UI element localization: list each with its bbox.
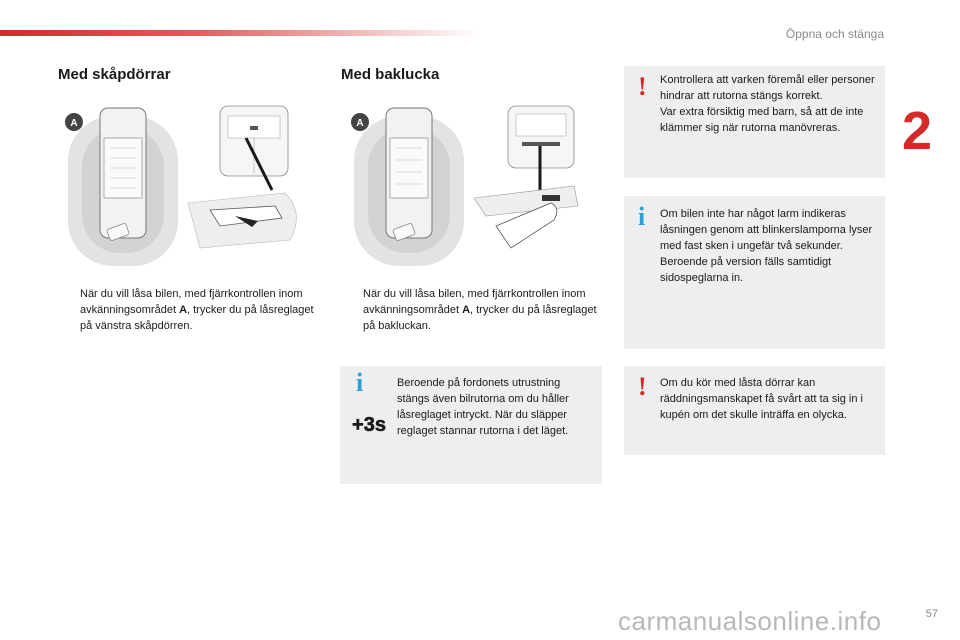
right-warning-box-2 bbox=[624, 366, 885, 455]
left-van-illustration bbox=[60, 98, 310, 268]
plus-3s-label: +3s bbox=[352, 414, 386, 436]
warning-text: Kontrollera att varken föremål eller personer hindrar att rutorna stängs korrekt. Var extra försiktig med barn, så att de inte klämmer sig när rutorna manövreras. bbox=[660, 74, 875, 134]
middle-section-title: Med baklucka bbox=[341, 66, 440, 83]
middle-van-illustration bbox=[346, 98, 596, 268]
info-icon: i bbox=[638, 202, 646, 231]
zone-a-label: A bbox=[356, 118, 364, 129]
middle-bullet-item: När du vill låsa bilen, med fjärrkontrollen inom avkänningsområdet A, trycker du på låsreglaget på bakluckan. bbox=[363, 288, 597, 332]
chapter-number: 2 bbox=[902, 101, 933, 161]
page-number: 57 bbox=[925, 608, 938, 620]
right-info-box bbox=[624, 196, 885, 349]
plus-3-seconds-icon bbox=[346, 408, 392, 438]
info-icon: i bbox=[356, 368, 364, 397]
left-bullet-item: När du vill låsa bilen, med fjärrkontrollen inom avkänningsområdet A, trycker du på låsreglaget på vänstra skåpdörren. bbox=[80, 288, 314, 332]
watermark: carmanualsonline.info bbox=[618, 606, 882, 636]
info-box-text: Beroende på fordonets utrustning stängs även bilrutorna om du håller låsreglaget intryckt. När du släpper reglaget stannar rutorna i det läget. bbox=[397, 377, 569, 437]
header-color-bar bbox=[0, 30, 480, 36]
zone-a-label: A bbox=[70, 118, 78, 129]
right-warning-box-1 bbox=[624, 66, 885, 178]
warning-icon: ! bbox=[638, 72, 647, 101]
info-text: Om bilen inte har något larm indikeras låsningen genom att blinkerslamporna lyser med fast sken i ungefär två sekunder. Beroende på version fälls samtidigt sidospeglarna in. bbox=[660, 208, 873, 284]
warning-text: Om du kör med låsta dörrar kan räddningsmanskapet få svårt att ta sig in i kupén om det skulle inträffa en olycka. bbox=[660, 377, 863, 421]
warning-icon: ! bbox=[638, 372, 647, 401]
section-title: Öppna och stänga bbox=[785, 27, 884, 41]
left-section-title: Med skåpdörrar bbox=[58, 66, 171, 83]
